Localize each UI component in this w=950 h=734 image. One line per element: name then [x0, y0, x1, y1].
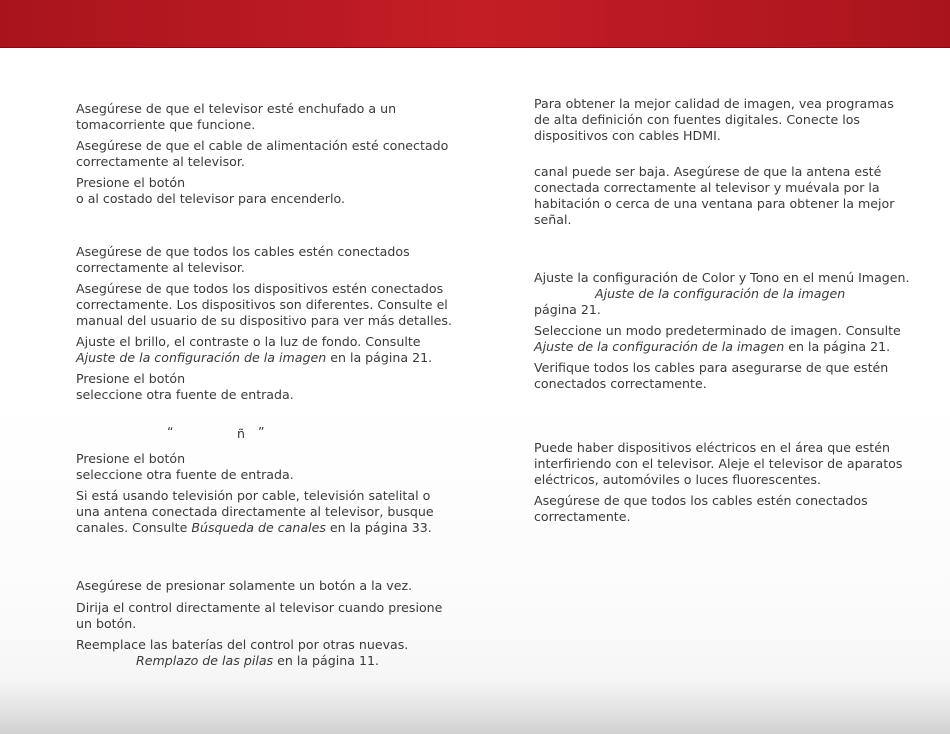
- paragraph-one-button: Asegúrese de presionar solamente un botón a la vez.: [76, 578, 413, 593]
- paragraph-channel-scan: Si está usando televisión por cable, televisión satelital o una antena conectada directamente al televisor, busque canales. Consulte Búsqueda de canales en la página 33.: [76, 488, 434, 535]
- paragraph-picture-mode: Seleccione un modo predeterminado de imagen. Consulte Ajuste de la configuración de la imagen en la página 21.: [534, 323, 901, 354]
- paragraph-color-tint: Ajuste la configuración de Color y Tono en el menú Imagen. Ajuste de la configuración de la imagen página 21.: [534, 270, 910, 317]
- paragraph-check-cables: Verifique todos los cables para asegurarse de que estén conectados correctamente.: [534, 360, 889, 391]
- paragraph-aim-remote: Dirija el control directamente al televisor cuando presione un botón.: [76, 600, 443, 631]
- paragraph-replace-batteries: Reemplace las baterías del control por otras nuevas. Remplazo de las pilas en la página 11.: [76, 637, 409, 668]
- paragraph-input-source-2: Presione el botón seleccione otra fuente de entrada.: [76, 451, 294, 482]
- paragraph-cables-connected: Asegúrese de que todos los cables estén conectados correctamente al televisor.: [76, 244, 410, 275]
- link-picture-settings-2[interactable]: Ajuste de la configuración de la imagen: [595, 286, 846, 301]
- paragraph-brightness: Ajuste el brillo, el contraste o la luz de fondo. Consulte Ajuste de la configuración de la imagen en la página 21.: [76, 334, 433, 365]
- paragraph-power-cable: Asegúrese de que el cable de alimentación esté conectado correctamente al televisor.: [76, 138, 449, 169]
- paragraph-input-source: Presione el botón seleccione otra fuente de entrada.: [76, 371, 294, 402]
- header-banner: [0, 0, 950, 48]
- paragraph-hd-programs: Para obtener la mejor calidad de imagen, vea programas de alta definición con fuentes digitales. Conecte los dispositivos con cables HDMI.: [534, 96, 894, 143]
- enye-glyph: ñ: [237, 426, 245, 441]
- paragraph-outlet: Asegúrese de que el televisor esté enchufado a un tomacorriente que funcione.: [76, 101, 397, 132]
- open-quote-glyph: “: [167, 424, 174, 439]
- paragraph-antenna: canal puede ser baja. Asegúrese de que la antena esté conectada correctamente al televisor y muévala por la habitación o cerca de una ventana para obtener la mejor señal.: [534, 164, 895, 227]
- link-picture-settings-3[interactable]: Ajuste de la configuración de la imagen: [534, 339, 785, 354]
- link-channel-search[interactable]: Búsqueda de canales: [191, 520, 326, 535]
- link-picture-settings[interactable]: Ajuste de la configuración de la imagen: [76, 350, 327, 365]
- paragraph-power-button: Presione el botón o al costado del televisor para encenderlo.: [76, 175, 345, 206]
- link-battery-replacement[interactable]: Remplazo de las pilas: [136, 653, 274, 668]
- paragraph-devices-connected: Asegúrese de que todos los dispositivos estén conectados correctamente. Los dispositivos son diferentes. Consulte el manual del usuario de su dispositivo para ver más detalles.: [76, 281, 452, 328]
- paragraph-all-cables: Asegúrese de que todos los cables estén conectados correctamente.: [534, 493, 868, 524]
- close-quote-glyph: ”: [258, 424, 265, 439]
- paragraph-interference: Puede haber dispositivos eléctricos en el área que estén interfiriendo con el televisor. Aleje el televisor de aparatos eléctricos, automóviles o luces fluorescentes.: [534, 440, 903, 487]
